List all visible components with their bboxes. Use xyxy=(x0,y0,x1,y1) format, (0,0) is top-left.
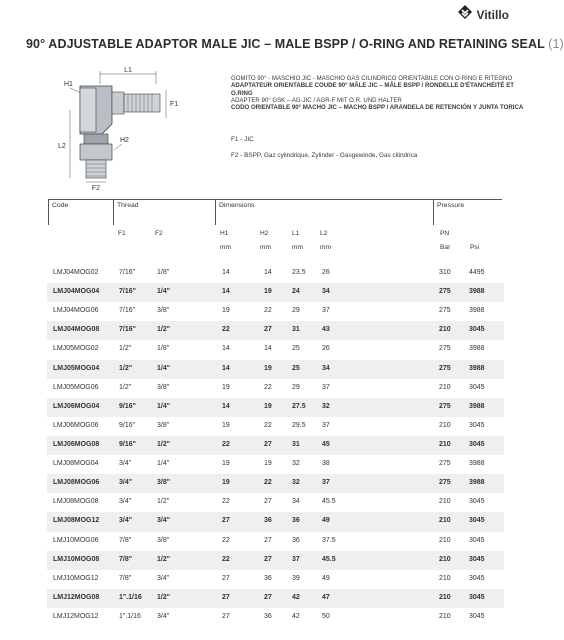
cell-bar: 310 xyxy=(439,269,451,276)
cell-f2: 3/4" xyxy=(157,612,170,620)
cell-l2: 37.5 xyxy=(322,536,336,544)
cell-code: LMJ10MOG08 xyxy=(53,555,100,563)
cell-h2: 22 xyxy=(264,383,272,391)
cell-bar: 275 xyxy=(439,307,451,315)
cell-f2: 3/4" xyxy=(157,574,170,582)
cell-code: LMJ06MOG08 xyxy=(53,440,100,448)
subheader-l1: L1 xyxy=(292,230,300,237)
cell-h1: 22 xyxy=(222,498,230,506)
vitillo-logo-icon xyxy=(457,4,473,25)
table-row xyxy=(47,398,504,417)
cell-f2: 1/2" xyxy=(157,555,171,563)
unit-l1: mm xyxy=(292,244,303,251)
cell-code: LMJ05MOG02 xyxy=(53,345,99,353)
cell-f2: 1/8" xyxy=(157,269,170,276)
cell-l1: 36 xyxy=(292,517,300,525)
cell-h1: 27 xyxy=(222,593,230,601)
cell-f1: 1/2" xyxy=(119,364,133,372)
cell-l2: 47 xyxy=(322,593,330,601)
cell-l2: 37 xyxy=(322,383,330,391)
cell-h1: 14 xyxy=(222,269,230,276)
cell-f1: 7/16" xyxy=(119,326,136,334)
cell-code: LMJ08MOG04 xyxy=(53,460,99,468)
table-row xyxy=(47,264,504,283)
table-row xyxy=(47,551,504,570)
cell-f1: 7/16" xyxy=(119,307,136,315)
cell-l1: 25 xyxy=(292,364,300,372)
cell-code: LMJ06MOG06 xyxy=(53,421,99,429)
unit-psi: Psi xyxy=(470,244,480,251)
cell-h1: 19 xyxy=(222,421,230,429)
cell-h1: 22 xyxy=(222,555,230,563)
table-row xyxy=(47,302,504,321)
cell-f1: 7/8" xyxy=(119,555,133,563)
cell-code: LMJ08MOG12 xyxy=(53,517,100,525)
cell-code: LMJ08MOG08 xyxy=(53,498,99,506)
cell-l2: 43 xyxy=(322,326,330,334)
cell-bar: 275 xyxy=(439,402,451,410)
cell-l2: 34 xyxy=(322,288,330,296)
cell-f2: 3/8" xyxy=(157,479,171,487)
cell-l2: 37 xyxy=(322,479,330,487)
table-row xyxy=(47,570,504,589)
brand xyxy=(457,4,509,25)
cell-h2: 19 xyxy=(264,288,272,296)
dim-label-l1: L1 xyxy=(124,67,132,74)
table-group-header xyxy=(48,199,502,225)
cell-f2: 3/4" xyxy=(157,517,171,525)
cell-f2: 1/4" xyxy=(157,364,171,372)
table-row xyxy=(47,455,504,474)
dim-label-f1: F1 xyxy=(170,101,179,108)
cell-h1: 19 xyxy=(222,307,230,315)
cell-bar: 275 xyxy=(439,345,451,353)
cell-psi: 3045 xyxy=(469,383,485,391)
cell-l2: 26 xyxy=(322,269,330,276)
cell-h1: 22 xyxy=(222,440,230,448)
cell-f1: 7/16" xyxy=(119,288,136,296)
cell-l2: 50 xyxy=(322,612,330,620)
cell-code: LMJ08MOG06 xyxy=(53,479,100,487)
cell-f1: 1".1/16 xyxy=(119,593,142,601)
cell-f1: 3/4" xyxy=(119,479,133,487)
cell-l1: 29.5 xyxy=(292,421,306,429)
cell-f2: 3/8" xyxy=(157,383,170,391)
cell-h1: 14 xyxy=(222,288,230,296)
cell-code: LMJ04MOG02 xyxy=(53,269,99,276)
subheader-h2: H2 xyxy=(260,230,269,237)
cell-h2: 27 xyxy=(264,536,272,544)
cell-f1: 9/16" xyxy=(119,421,136,429)
cell-l1: 23.5 xyxy=(292,269,306,276)
cell-code: LMJ04MOG04 xyxy=(53,288,100,296)
cell-f1: 7/8" xyxy=(119,536,132,544)
cell-h1: 19 xyxy=(222,479,230,487)
cell-l2: 45 xyxy=(322,440,330,448)
cell-f1: 3/4" xyxy=(119,498,132,506)
cell-f2: 3/8" xyxy=(157,536,170,544)
header-thread: Thread xyxy=(113,200,139,225)
cell-code: LMJ04MOG08 xyxy=(53,326,100,334)
table-row xyxy=(47,360,504,379)
cell-psi: 3045 xyxy=(469,326,485,334)
unit-l2: mm xyxy=(320,244,331,251)
table-body xyxy=(47,264,504,627)
subheader-h1: H1 xyxy=(220,230,229,237)
cell-psi: 3045 xyxy=(469,555,485,563)
subheader-l2: L2 xyxy=(320,230,328,237)
cell-l1: 39 xyxy=(292,574,300,582)
table-row xyxy=(47,379,504,398)
table-row xyxy=(47,283,504,302)
cell-f2: 3/8" xyxy=(157,421,170,429)
cell-h2: 36 xyxy=(264,517,272,525)
unit-bar: Bar xyxy=(440,244,451,251)
cell-l2: 32 xyxy=(322,402,330,410)
cell-h2: 14 xyxy=(264,269,272,276)
page-title xyxy=(26,37,564,51)
cell-psi: 3988 xyxy=(469,402,485,410)
cell-f2: 1/4" xyxy=(157,402,171,410)
cell-l2: 45.5 xyxy=(322,555,336,563)
cell-bar: 275 xyxy=(439,288,451,296)
cell-h2: 22 xyxy=(264,307,272,315)
table-row xyxy=(47,493,504,512)
cell-code: LMJ05MOG04 xyxy=(53,364,100,372)
cell-code: LMJ12MOG12 xyxy=(53,612,99,620)
cell-code: LMJ12MOG08 xyxy=(53,593,100,601)
cell-f1: 7/8" xyxy=(119,574,132,582)
cell-h1: 22 xyxy=(222,326,230,334)
cell-bar: 275 xyxy=(439,364,451,372)
cell-h1: 14 xyxy=(222,345,230,353)
cell-bar: 210 xyxy=(439,421,451,429)
cell-psi: 3045 xyxy=(469,440,485,448)
cell-h2: 27 xyxy=(264,498,272,506)
dim-label-h1: H1 xyxy=(64,81,73,88)
cell-psi: 3988 xyxy=(469,345,485,353)
cell-f2: 1/2" xyxy=(157,440,171,448)
cell-f2: 1/2" xyxy=(157,326,171,334)
cell-l1: 42 xyxy=(292,612,300,620)
subheader-f2: F2 xyxy=(155,230,163,237)
cell-l2: 38 xyxy=(322,460,330,468)
desc-line-fr-cont: O.RING xyxy=(231,89,253,97)
cell-h1: 14 xyxy=(222,364,230,372)
cell-f2: 1/4" xyxy=(157,460,170,468)
title-number: (1) xyxy=(548,37,564,51)
cell-h1: 27 xyxy=(222,612,230,620)
cell-l2: 49 xyxy=(322,574,330,582)
cell-f2: 1/4" xyxy=(157,288,171,296)
cell-h1: 19 xyxy=(222,383,230,391)
cell-f1: 9/16" xyxy=(119,440,136,448)
cell-bar: 210 xyxy=(439,593,451,601)
cell-h2: 27 xyxy=(264,593,272,601)
cell-code: LMJ06MOG04 xyxy=(53,402,100,410)
cell-psi: 3045 xyxy=(469,517,485,525)
product-description xyxy=(231,75,524,112)
dim-label-h2: H2 xyxy=(120,137,129,144)
cell-bar: 210 xyxy=(439,498,451,506)
cell-l1: 37 xyxy=(292,555,300,563)
cell-bar: 275 xyxy=(439,479,451,487)
table-row xyxy=(47,608,504,627)
cell-h2: 19 xyxy=(264,402,272,410)
cell-l1: 36 xyxy=(292,536,300,544)
cell-psi: 3988 xyxy=(469,307,485,315)
cell-f1: 3/4" xyxy=(119,517,133,525)
cell-bar: 210 xyxy=(439,555,451,563)
cell-l1: 31 xyxy=(292,440,300,448)
cell-h2: 22 xyxy=(264,421,272,429)
thread-legend xyxy=(231,132,417,164)
cell-code: LMJ10MOG06 xyxy=(53,536,99,544)
table-row xyxy=(47,340,504,359)
table-row xyxy=(47,321,504,340)
cell-f1: 9/16" xyxy=(119,402,136,410)
cell-l2: 26 xyxy=(322,345,330,353)
header-pressure: Pressure xyxy=(433,200,464,225)
cell-bar: 275 xyxy=(439,460,451,468)
cell-psi: 3045 xyxy=(469,536,485,544)
cell-bar: 210 xyxy=(439,326,451,334)
cell-h2: 36 xyxy=(264,612,272,620)
cell-l1: 29 xyxy=(292,307,300,315)
cell-h2: 22 xyxy=(264,479,272,487)
cell-psi: 4495 xyxy=(469,269,485,276)
cell-h2: 14 xyxy=(264,345,272,353)
brand-name: Vitillo xyxy=(476,7,509,22)
cell-psi: 3988 xyxy=(469,364,485,372)
cell-f2: 3/8" xyxy=(157,307,170,315)
subheader-pn: PN xyxy=(440,230,450,237)
cell-h2: 36 xyxy=(264,574,272,582)
cell-psi: 3045 xyxy=(469,593,485,601)
table-row xyxy=(47,417,504,436)
dim-label-l2: L2 xyxy=(58,143,66,150)
cell-l1: 42 xyxy=(292,593,300,601)
header-dimensions: Dimensions xyxy=(215,200,255,225)
cell-f1: 3/4" xyxy=(119,460,132,468)
cell-h2: 19 xyxy=(264,364,272,372)
desc-line-it: GOMITO 90° - MASCHIO JIC - MASCHIO GAS CILINDRICO ORIENTABILE CON O-RING E RITEGNO xyxy=(231,75,513,82)
desc-line-de: ADAPTER 90° GSK – AG-JIC / AGR-F MIT O.R. UND HALTER xyxy=(231,96,402,104)
cell-f1: 1".1/16 xyxy=(119,612,141,620)
fitting-drawing xyxy=(50,64,180,197)
cell-h2: 27 xyxy=(264,326,272,334)
cell-f2: 1/2" xyxy=(157,593,171,601)
table-row xyxy=(47,589,504,608)
cell-h1: 22 xyxy=(222,536,230,544)
cell-l1: 32 xyxy=(292,460,300,468)
table-row xyxy=(47,474,504,493)
cell-psi: 3988 xyxy=(469,479,485,487)
cell-f2: 1/8" xyxy=(157,345,170,353)
cell-psi: 3045 xyxy=(469,574,485,582)
unit-h1: mm xyxy=(220,244,231,251)
desc-line-es: CODO ORIENTABLE 90° MACHO JIC – MACHO BSPP / ARANDELA DE RETENCIÓN Y JUNTA TORICA xyxy=(231,104,524,112)
legend-f2: F2 - BSPP, Gaz cylindrique, Zylinder - Gasgewinde, Gas cilindrica xyxy=(231,152,418,159)
cell-code: LMJ10MOG12 xyxy=(53,574,99,582)
subheader-f1: F1 xyxy=(118,230,126,237)
cell-code: LMJ04MOG06 xyxy=(53,307,99,315)
cell-l2: 37 xyxy=(322,421,330,429)
cell-code: LMJ05MOG06 xyxy=(53,383,99,391)
title-text: 90° ADJUSTABLE ADAPTOR MALE JIC – MALE BSPP / O-RING AND RETAINING SEAL xyxy=(26,37,545,51)
cell-l2: 37 xyxy=(322,307,330,315)
table-sub-header xyxy=(0,226,517,256)
desc-line-fr: ADAPTATEUR ORIENTABLE COUDE 90° MÂLE JIC – MÂLE BSPP / RONDELLE D'ÉTANCHÉITÉ ET xyxy=(231,82,514,90)
cell-bar: 210 xyxy=(439,536,451,544)
cell-l2: 45.5 xyxy=(322,498,336,506)
cell-psi: 3988 xyxy=(469,288,485,296)
cell-bar: 210 xyxy=(439,612,451,620)
cell-psi: 3988 xyxy=(469,460,485,468)
cell-psi: 3045 xyxy=(469,612,485,620)
cell-bar: 210 xyxy=(439,383,451,391)
cell-h2: 27 xyxy=(264,440,272,448)
cell-f1: 1/2" xyxy=(119,383,132,391)
cell-h1: 14 xyxy=(222,402,230,410)
cell-h1: 27 xyxy=(222,574,230,582)
cell-bar: 210 xyxy=(439,440,451,448)
header-code: Code xyxy=(48,200,68,225)
cell-f2: 1/2" xyxy=(157,498,170,506)
cell-psi: 3045 xyxy=(469,498,485,506)
table-row xyxy=(47,512,504,531)
dim-label-f2: F2 xyxy=(91,185,101,192)
cell-h1: 27 xyxy=(222,517,230,525)
cell-l1: 27.5 xyxy=(292,402,306,410)
cell-l1: 25 xyxy=(292,345,300,353)
cell-f1: 1/2" xyxy=(119,345,132,353)
cell-l1: 31 xyxy=(292,326,300,334)
cell-l1: 24 xyxy=(292,288,300,296)
cell-l1: 34 xyxy=(292,498,300,506)
cell-l2: 34 xyxy=(322,364,330,372)
unit-h2: mm xyxy=(260,244,271,251)
cell-h1: 19 xyxy=(222,460,230,468)
cell-psi: 3045 xyxy=(469,421,485,429)
cell-h2: 27 xyxy=(264,555,272,563)
cell-f1: 7/16" xyxy=(119,269,136,276)
cell-l2: 49 xyxy=(322,517,330,525)
cell-l1: 32 xyxy=(292,479,300,487)
cell-bar: 210 xyxy=(439,517,451,525)
table-row xyxy=(47,532,504,551)
cell-bar: 210 xyxy=(439,574,451,582)
legend-f1: F1 - JIC xyxy=(231,136,254,143)
cell-l1: 29 xyxy=(292,383,300,391)
table-row xyxy=(47,436,504,455)
cell-h2: 19 xyxy=(264,460,272,468)
